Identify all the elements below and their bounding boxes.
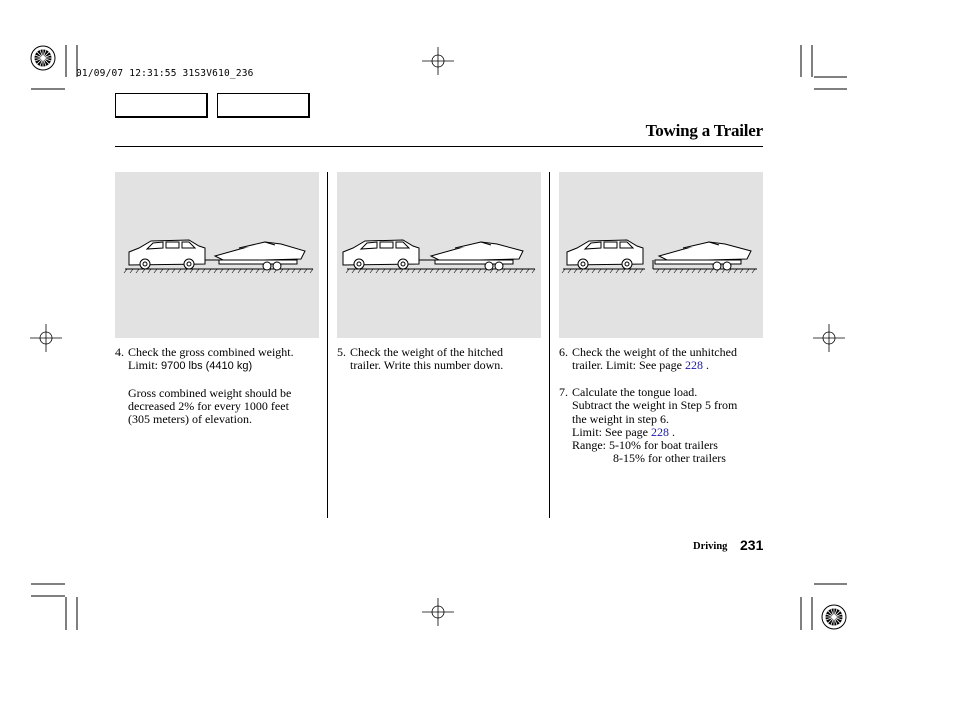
step-text: Calculate the tongue load. bbox=[572, 385, 698, 399]
step-limit bbox=[572, 359, 737, 372]
footer-page-number: 231 bbox=[740, 537, 764, 553]
step-limit bbox=[572, 426, 737, 439]
limit-suffix: . bbox=[668, 424, 675, 439]
step-text: the weight in step 6. bbox=[572, 411, 669, 426]
illustration-panel-unhitched-trailer bbox=[559, 172, 763, 338]
suv-towing-boat-icon bbox=[337, 172, 541, 338]
step-body bbox=[350, 346, 503, 373]
limit-value: 9700 lbs (4410 kg) bbox=[161, 360, 253, 373]
step-number: 5. bbox=[337, 345, 346, 359]
column-divider bbox=[549, 172, 550, 518]
step-range: 8-15% for other trailers bbox=[613, 451, 726, 466]
step-body bbox=[572, 346, 737, 373]
step-limit bbox=[128, 359, 294, 373]
print-stamp: 01/09/07 12:31:55 31S3V610_236 bbox=[76, 68, 254, 79]
step-number: 4. bbox=[115, 345, 124, 359]
header-tab-box bbox=[115, 93, 208, 118]
page-title: Towing a Trailer bbox=[645, 121, 763, 140]
step-text: Check the gross combined weight. bbox=[128, 345, 294, 359]
page-link[interactable]: 228 bbox=[650, 424, 669, 439]
illustration-panel-hitched-trailer bbox=[337, 172, 541, 338]
registration-starburst-icon bbox=[31, 46, 55, 70]
step-text: Check the weight of the unhitched bbox=[572, 345, 737, 359]
title-rule bbox=[115, 146, 763, 147]
limit-label: Limit: bbox=[128, 358, 161, 373]
step-number: 7. bbox=[559, 385, 568, 399]
step-range: Range: 5-10% for boat trailers bbox=[572, 438, 718, 453]
step-note: decreased 2% for every 1000 feet bbox=[128, 398, 289, 413]
step-body bbox=[128, 346, 294, 426]
step-note: (305 meters) of elevation. bbox=[128, 412, 252, 427]
column-divider bbox=[327, 172, 328, 518]
page-link[interactable]: 228 bbox=[684, 358, 703, 373]
step-text: Subtract the weight in Step 5 from bbox=[572, 398, 738, 413]
suv-towing-boat-icon bbox=[115, 172, 319, 338]
step-text: Check the weight of the hitched bbox=[350, 345, 503, 359]
header-tab-box bbox=[217, 93, 310, 118]
footer-section-label: Driving bbox=[693, 541, 728, 552]
suv-and-unhitched-boat-icon bbox=[559, 172, 763, 338]
registration-starburst-icon bbox=[822, 605, 846, 629]
limit-text: Limit: See page bbox=[572, 424, 651, 439]
step-text: trailer. Write this number down. bbox=[350, 358, 504, 373]
limit-suffix: . bbox=[702, 358, 709, 373]
step-number: 6. bbox=[559, 345, 568, 359]
illustration-panel-gross-weight bbox=[115, 172, 319, 338]
step-body bbox=[572, 386, 737, 466]
limit-text: trailer. Limit: See page bbox=[572, 358, 685, 373]
step-note: Gross combined weight should be bbox=[128, 385, 292, 400]
